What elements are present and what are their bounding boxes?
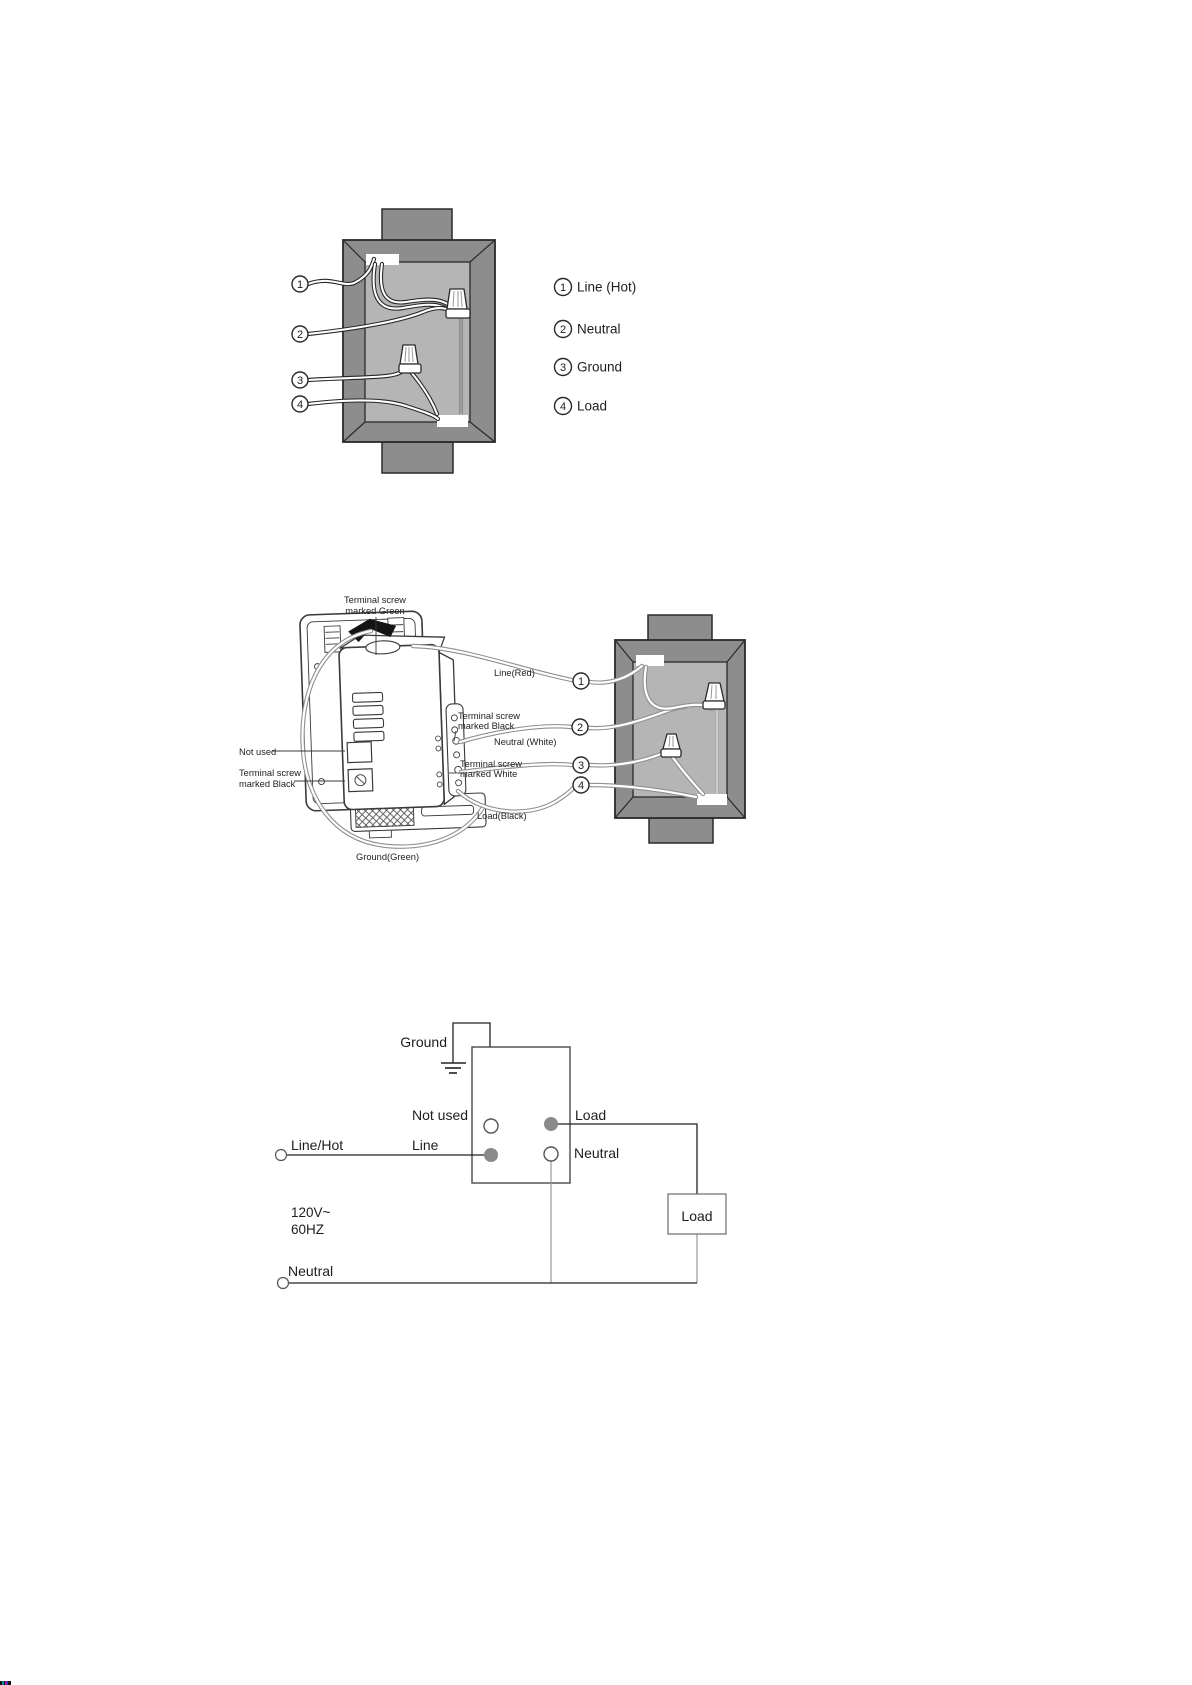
svg-text:3: 3: [559, 361, 567, 374]
legend-neutral: Neutral: [577, 321, 621, 337]
legend-load: Load: [577, 398, 608, 414]
label-not-used: Not used: [412, 1107, 469, 1123]
device-box: [472, 1047, 570, 1183]
conduit-tab-bottom: [382, 442, 453, 473]
knockout-bottom: [697, 794, 727, 805]
terminal-not-used: [484, 1119, 498, 1133]
svg-text:1: 1: [577, 675, 585, 688]
label-terminal-black-left-1: Terminal screw: [239, 768, 301, 778]
wall-box: [615, 615, 745, 843]
callout-4: [292, 396, 308, 412]
diagram-schematic: [240, 1010, 720, 1300]
knockout-bottom: [437, 415, 468, 427]
svg-text:4: 4: [559, 400, 567, 413]
label-neutral-bottom: Neutral: [288, 1263, 334, 1279]
label-terminal-green-2: marked Green: [345, 606, 405, 616]
callout-2: [572, 719, 588, 735]
label-frequency: 60HZ: [291, 1222, 325, 1237]
label-load-black: Load(Black): [477, 811, 527, 821]
label-load-terminal: Load: [575, 1107, 607, 1123]
svg-text:2: 2: [296, 328, 304, 341]
label-ground-green: Ground(Green): [356, 852, 420, 862]
svg-text:2: 2: [576, 721, 584, 734]
diagram-timer-wiring: [215, 545, 790, 875]
svg-text:4: 4: [577, 779, 585, 792]
label-terminal-green-1: Terminal screw: [344, 595, 406, 605]
svg-text:3: 3: [577, 759, 585, 772]
not-used-opening: [347, 742, 372, 763]
legend-line-hot: Line (Hot): [577, 279, 637, 295]
terminal-load: [544, 1117, 558, 1131]
callout-3: [573, 757, 589, 773]
load-box-label: Load: [681, 1208, 713, 1224]
svg-text:1: 1: [559, 281, 567, 294]
label-line-hot: Line/Hot: [291, 1137, 344, 1153]
source-neutral-node: [278, 1278, 289, 1289]
legend-ground: Ground: [577, 359, 623, 375]
svg-text:4: 4: [296, 398, 304, 411]
ground-symbol: [441, 1063, 466, 1073]
callout-4: [573, 777, 589, 793]
scan-artifact: [0, 1681, 11, 1685]
label-terminal-black-mid-1: Terminal screw: [458, 711, 520, 721]
callout-3: [292, 372, 308, 388]
svg-text:3: 3: [296, 374, 304, 387]
label-neutral-terminal: Neutral: [574, 1145, 620, 1161]
label-line-red: Line(Red): [494, 668, 535, 678]
label-voltage: 120V~: [291, 1205, 331, 1220]
terminal-line: [484, 1148, 498, 1162]
label-terminal-black-mid-2: marked Black: [458, 721, 515, 731]
callout-1: [292, 276, 308, 292]
knockout-top: [636, 655, 664, 666]
label-not-used: Not used: [239, 747, 277, 757]
legend: [555, 279, 637, 415]
label-terminal-black-left-2: marked Black: [239, 779, 296, 789]
label-line: Line: [412, 1137, 439, 1153]
label-neutral-white: Neutral (White): [494, 737, 557, 747]
terminal-neutral: [544, 1147, 558, 1161]
callout-2: [292, 326, 308, 342]
conduit-tab-top: [382, 209, 452, 241]
label-ground: Ground: [400, 1034, 447, 1050]
diagram-wall-box-legend: [240, 195, 660, 485]
label-terminal-white-1: Terminal screw: [460, 759, 522, 769]
label-terminal-white-2: marked White: [460, 769, 518, 779]
svg-text:2: 2: [559, 323, 567, 336]
source-line-node: [276, 1150, 287, 1161]
svg-text:1: 1: [296, 278, 304, 291]
callout-1: [573, 673, 589, 689]
